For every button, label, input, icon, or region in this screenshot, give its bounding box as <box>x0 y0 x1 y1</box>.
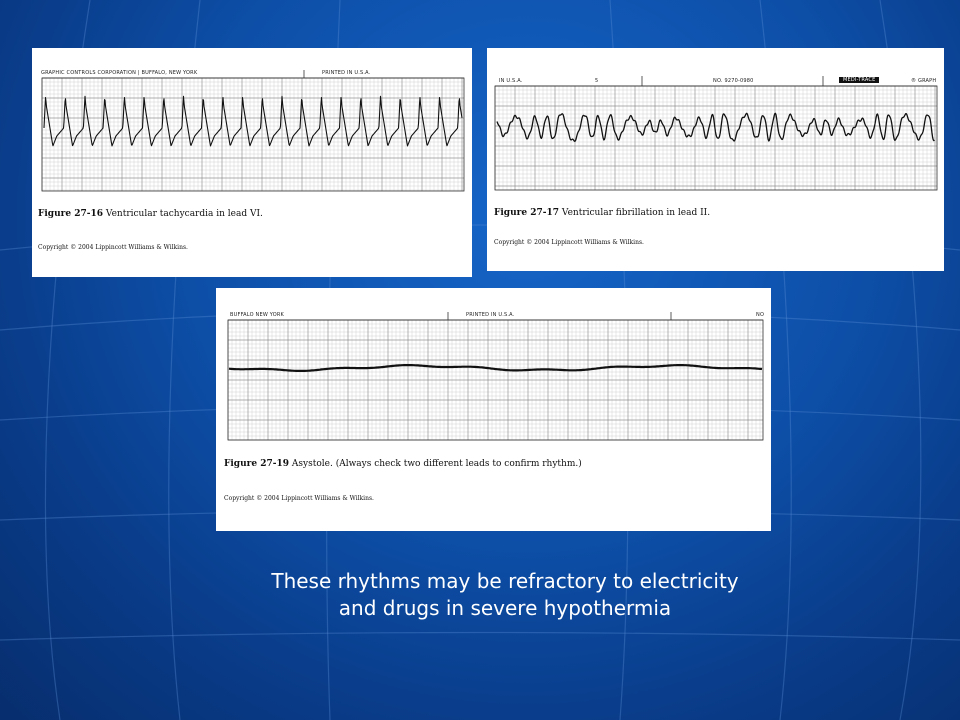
figure-caption-text: Ventricular tachycardia in lead VI. <box>105 209 263 219</box>
strip-header-left: BUFFALO NEW YORK <box>230 312 285 318</box>
vtach-trace <box>44 96 462 146</box>
ecg-grid <box>42 78 464 191</box>
figure-caption <box>38 209 263 219</box>
strip-header-brand: MEDI-TRACE <box>839 77 879 83</box>
ecg-strip-vtach <box>32 48 472 277</box>
strip-header-corner: NO <box>756 312 765 318</box>
figure-number: Figure 27-19 <box>224 459 290 469</box>
figure-caption <box>224 459 582 469</box>
strip-header-number: NO. 9270-0980 <box>713 78 754 84</box>
strip-header-right: PRINTED IN U.S.A. <box>466 312 515 318</box>
strip-header-right: PRINTED IN U.S.A. <box>322 70 371 76</box>
slide-body-text: These rhythms may be refractory to electricity and drugs in severe hypothermia <box>271 569 739 620</box>
figure-number: Figure 27-17 <box>494 208 560 218</box>
strip-header-left: GRAPHIC CONTROLS CORPORATION | BUFFALO, NEW YORK <box>41 70 198 76</box>
figure-caption <box>494 208 710 218</box>
strip-header-graph: ® GRAPH <box>911 78 937 84</box>
figure-copyright: Copyright © 2004 Lippincott Williams & Wilkins. <box>494 239 644 246</box>
figure-caption-text: Asystole. (Always check two different leads to confirm rhythm.) <box>291 459 582 469</box>
figure-asystole <box>216 288 771 531</box>
vfib-trace <box>497 113 934 141</box>
figure-caption-text: Ventricular fibrillation in lead II. <box>561 208 711 218</box>
figure-number: Figure 27-16 <box>38 209 104 219</box>
figure-copyright: Copyright © 2004 Lippincott Williams & Wilkins. <box>38 244 188 251</box>
figure-copyright: Copyright © 2004 Lippincott Williams & Wilkins. <box>224 495 374 502</box>
strip-header-mid: 5 <box>595 78 599 84</box>
strip-header-left: IN U.S.A. <box>499 78 523 84</box>
figure-ventricular-fibrillation <box>487 48 944 271</box>
ecg-grid <box>228 320 763 440</box>
figure-ventricular-tachycardia <box>32 48 472 277</box>
